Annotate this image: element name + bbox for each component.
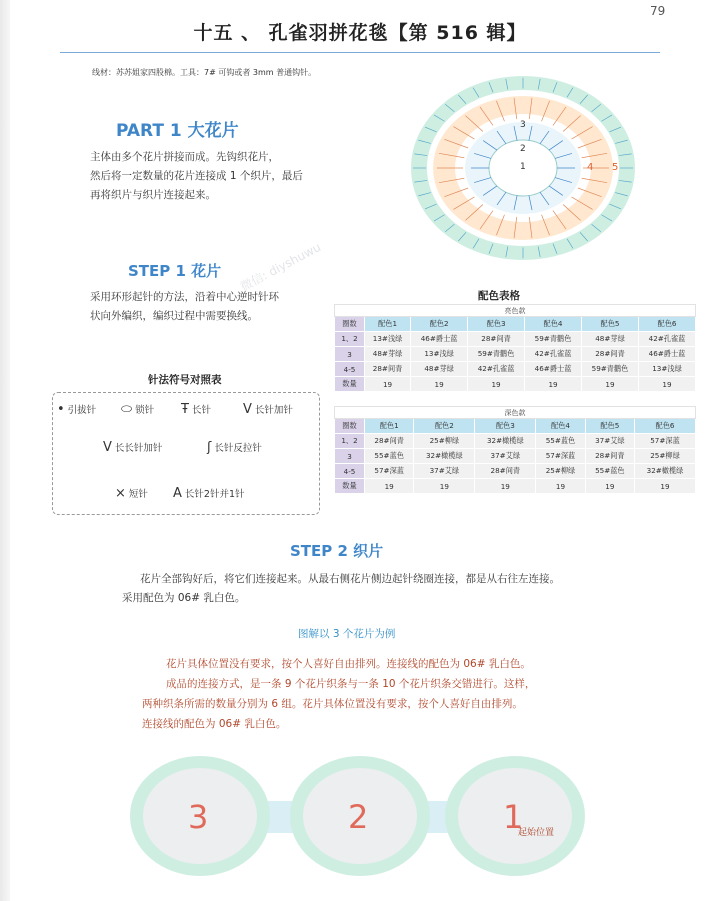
motif-chart <box>408 72 638 264</box>
part1-line: 然后将一定数量的花片连接成 1 个织片，最后 <box>90 170 303 182</box>
table-header: 配色1 <box>365 317 411 332</box>
symbol-item: • 引拔针 <box>57 402 97 417</box>
dark-color-table <box>334 406 696 494</box>
dc-post-stitch-icon: ʃ <box>207 440 212 455</box>
motif-chart-svg <box>408 72 638 264</box>
motif-number: 2 <box>348 798 369 836</box>
table-header: 配色2 <box>414 419 475 434</box>
table-row: 数量 19 19 19 19 19 19 <box>335 479 696 494</box>
symbol-legend <box>52 392 320 515</box>
motif-round-label: 3 <box>520 120 526 130</box>
joining-diagram <box>130 756 600 901</box>
double-crochet-icon: Ŧ <box>181 402 189 417</box>
symbol-item: × 短针 <box>115 486 148 501</box>
single-crochet-icon: × <box>115 486 126 501</box>
start-position-label: 起始位置 <box>518 828 555 838</box>
symbol-item: V 长针加针 <box>243 402 293 417</box>
step2-heading: STEP 2 织片 <box>290 542 384 560</box>
table-header: 配色4 <box>536 419 585 434</box>
symbol-item: ʃ 长针反拉针 <box>207 440 262 455</box>
dc2tog-icon: A <box>173 486 182 501</box>
table-row: 3 55#蓝色 32#橄榄绿 37#艾绿 57#深蓝 28#间青 25#柳绿 <box>335 449 696 464</box>
step2-notes <box>142 654 535 734</box>
slip-stitch-icon: • <box>57 402 65 417</box>
note-line: 两种织条所需的数量分别为 6 组。花片具体位置没有要求，按个人喜好自由排列。 <box>142 698 523 710</box>
table-row: 4-5 28#间青 48#芽绿 42#孔雀蓝 46#爵士蓝 59#青鹳色 13#浅绿 <box>335 362 696 377</box>
motif-round-label: 1 <box>520 162 526 172</box>
note-line: 成品的连接方式，是一条 9 个花片织条与一条 10 个花片织条交错进行。这样， <box>166 678 536 690</box>
motif-number: 3 <box>188 798 209 836</box>
part1-line: 再将织片与织片连接起来。 <box>90 189 216 201</box>
watermark: 微信: diyshuwu <box>238 239 324 294</box>
dc-increase-icon: V <box>243 402 252 417</box>
color-table-title: 配色表格 <box>478 290 520 302</box>
table-header: 圈数 <box>335 317 365 332</box>
motif-round-label: 4 <box>587 162 594 173</box>
note-line: 花片具体位置没有要求，按个人喜好自由排列。连接线的配色为 06# 乳白色。 <box>166 658 531 670</box>
table-row: 1、2 13#浅绿 46#爵士蓝 28#间青 59#青鹳色 48#芽绿 42#孔雀蓝 <box>335 332 696 347</box>
table-header: 配色5 <box>585 419 634 434</box>
table-header: 配色4 <box>525 317 582 332</box>
step2-line: 采用配色为 06# 乳白色。 <box>122 592 246 604</box>
step2-line: 花片全部钩好后，将它们连接起来。从最右侧花片侧边起针绕圈连接，都是从右往左连接。 <box>140 573 560 585</box>
motif-round-label: 5 <box>612 162 619 173</box>
diagram-caption: 图解以 3 个花片为例 <box>298 628 396 640</box>
table-row: 1、2 28#间青 25#柳绿 32#橄榄绿 55#蓝色 37#艾绿 57#深蓝 <box>335 434 696 449</box>
table-header: 配色5 <box>582 317 639 332</box>
table-header: 配色3 <box>468 317 525 332</box>
page-gutter <box>0 0 10 901</box>
chain-stitch-icon: ⬭ <box>121 402 133 417</box>
tr-increase-icon: V <box>103 440 112 455</box>
part1-heading: PART 1 大花片 <box>116 121 239 141</box>
motif-number: 1 <box>503 798 524 836</box>
motif-round-label: 2 <box>520 144 526 154</box>
table-header: 配色3 <box>475 419 536 434</box>
table-header: 配色6 <box>638 317 695 332</box>
table-header: 配色6 <box>635 419 696 434</box>
materials-note: 线材：苏苏姐家四股棉。工具：7# 可钩或者 3mm 普通钩针。 <box>92 68 317 77</box>
step2-paragraph <box>122 570 682 608</box>
light-color-table <box>334 304 696 392</box>
step1-line: 状向外编织，编织过程中需要换线。 <box>90 310 258 322</box>
part1-paragraph <box>90 148 303 205</box>
symbol-item: V 长长针加针 <box>103 440 163 455</box>
table-header: 配色2 <box>411 317 468 332</box>
table-header: 圈数 <box>335 419 365 434</box>
note-line: 连接线的配色为 06# 乳白色。 <box>142 718 287 730</box>
table-header: 配色1 <box>365 419 414 434</box>
dark-table-caption: 深色款 <box>335 407 696 419</box>
joining-diagram-svg <box>130 756 600 901</box>
step1-line: 采用环形起针的方法，沿着中心逆时针环 <box>90 291 279 303</box>
table-row: 3 48#芽绿 13#浅绿 59#青鹳色 42#孔雀蓝 28#间青 46#爵士蓝 <box>335 347 696 362</box>
table-row: 4-5 57#深蓝 37#艾绿 28#间青 25#柳绿 55#蓝色 32#橄榄绿 <box>335 464 696 479</box>
page-number: 79 <box>650 4 666 18</box>
symbol-item: Ŧ 长针 <box>181 402 211 417</box>
title-divider <box>60 52 660 53</box>
step1-paragraph <box>90 288 279 326</box>
symbol-item: ⬭ 锁针 <box>121 402 155 417</box>
part1-line: 主体由多个花片拼接而成。先钩织花片， <box>90 151 279 163</box>
page-title: 十五 、 孔雀羽拼花毯【第 516 辑】 <box>193 22 527 44</box>
symbol-legend-title: 针法符号对照表 <box>148 374 222 386</box>
light-table-caption: 亮色款 <box>335 305 696 317</box>
symbol-item: A 长针2针并1针 <box>173 486 245 501</box>
step1-heading: STEP 1 花片 <box>128 262 222 280</box>
table-row: 数量 19 19 19 19 19 19 <box>335 377 696 392</box>
